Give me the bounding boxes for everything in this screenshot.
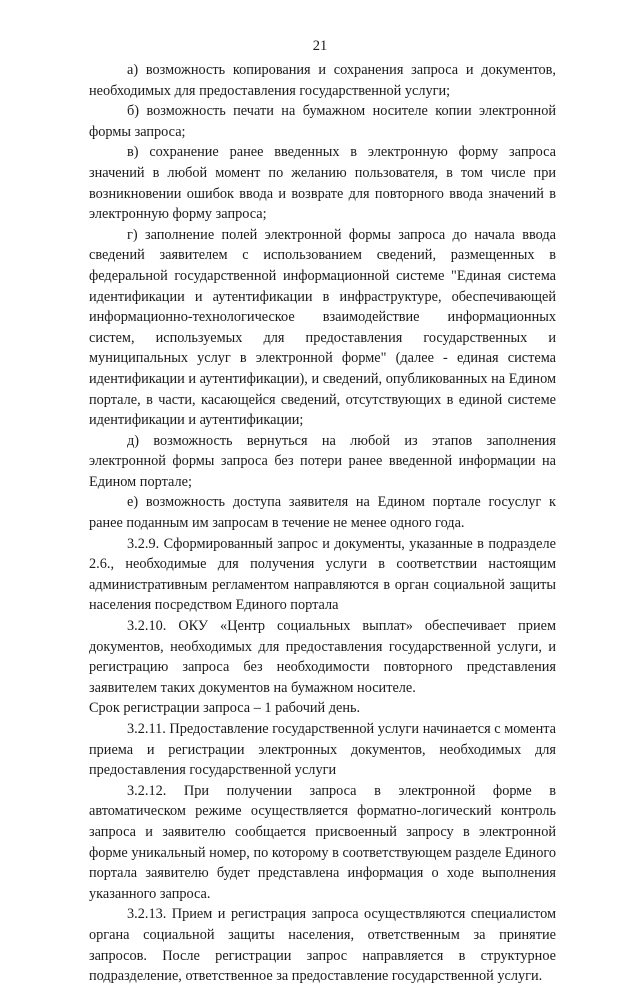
paragraph-3-2-11: 3.2.11. Предоставление государственной услуги начинается с момента приема и регистрации электронных документов, необходимых для предоставления государственной услуги — [89, 721, 556, 779]
paragraph-3-2-9: 3.2.9. Сформированный запрос и документы, указанные в подразделе 2.6., необходимые для получения услуги в соответствии настоящим административным регламентом направляются в орган социальной защиты населения посредством Единого портала — [89, 535, 556, 614]
paragraph-g: г) заполнение полей электронной формы запроса до начала ввода сведений заявителем с использованием сведений, размещенных в федеральной государственной информационной системе "Единая система идентификации и аутентификации в инфраструктуре, обеспечивающей информационно-технологическое взаимодействие информационных систем, используемых для предоставления государственных и муниципальных услуг в электронной форме" (далее - единая система идентификации и аутентификации), и сведений, опубликованных на Едином портале, в части, касающейся сведений, отсутствующих в единой системе идентификации и аутентификации; — [89, 226, 556, 429]
paragraph-a: а) возможность копирования и сохранения запроса и документов, необходимых для предоставления государственной услуги; — [89, 62, 556, 99]
document-body — [89, 60, 556, 987]
paragraph-v: в) сохранение ранее введенных в электронную форму запроса значений в любой момент по желанию пользователя, в том числе при возникновении ошибок ввода и возврате для повторного ввода значений в электронную форму запроса; — [89, 144, 556, 223]
paragraph-3-2-12: 3.2.12. При получении запроса в электронной форме в автоматическом режиме осуществляется форматно-логический контроль запроса и заявителю сообщается присвоенный запросу в электронной форме уникальный номер, по которому в соответствующем разделе Единого портала заявителю будет представлена информация о ходе выполнения указанного запроса. — [89, 782, 556, 902]
page-number: 21 — [312, 38, 328, 54]
paragraph-d: д) возможность вернуться на любой из этапов заполнения электронной формы запроса без потери ранее введенной информации на Едином портале; — [89, 432, 556, 490]
paragraph-3-2-13: 3.2.13. Прием и регистрация запроса осуществляются специалистом органа социальной защиты населения, ответственным за принятие запросов. После регистрации запрос направляется в структурное подразделение, ответственное за предоставление государственной услуги. — [89, 906, 556, 985]
paragraph-b: б) возможность печати на бумажном носителе копии электронной формы запроса; — [89, 103, 556, 140]
paragraph-registration-term: Срок регистрации запроса – 1 рабочий день. — [89, 700, 361, 717]
paragraph-3-2-10: 3.2.10. ОКУ «Центр социальных выплат» обеспечивает прием документов, необходимых для предоставления государственной услуги, и регистрацию запроса без необходимости повторного представления заявителем таких документов на бумажном носителе. — [89, 618, 556, 696]
paragraph-e: е) возможность доступа заявителя на Едином портале госуслуг к ранее поданным им запросам в течение не менее одного года. — [89, 494, 556, 532]
